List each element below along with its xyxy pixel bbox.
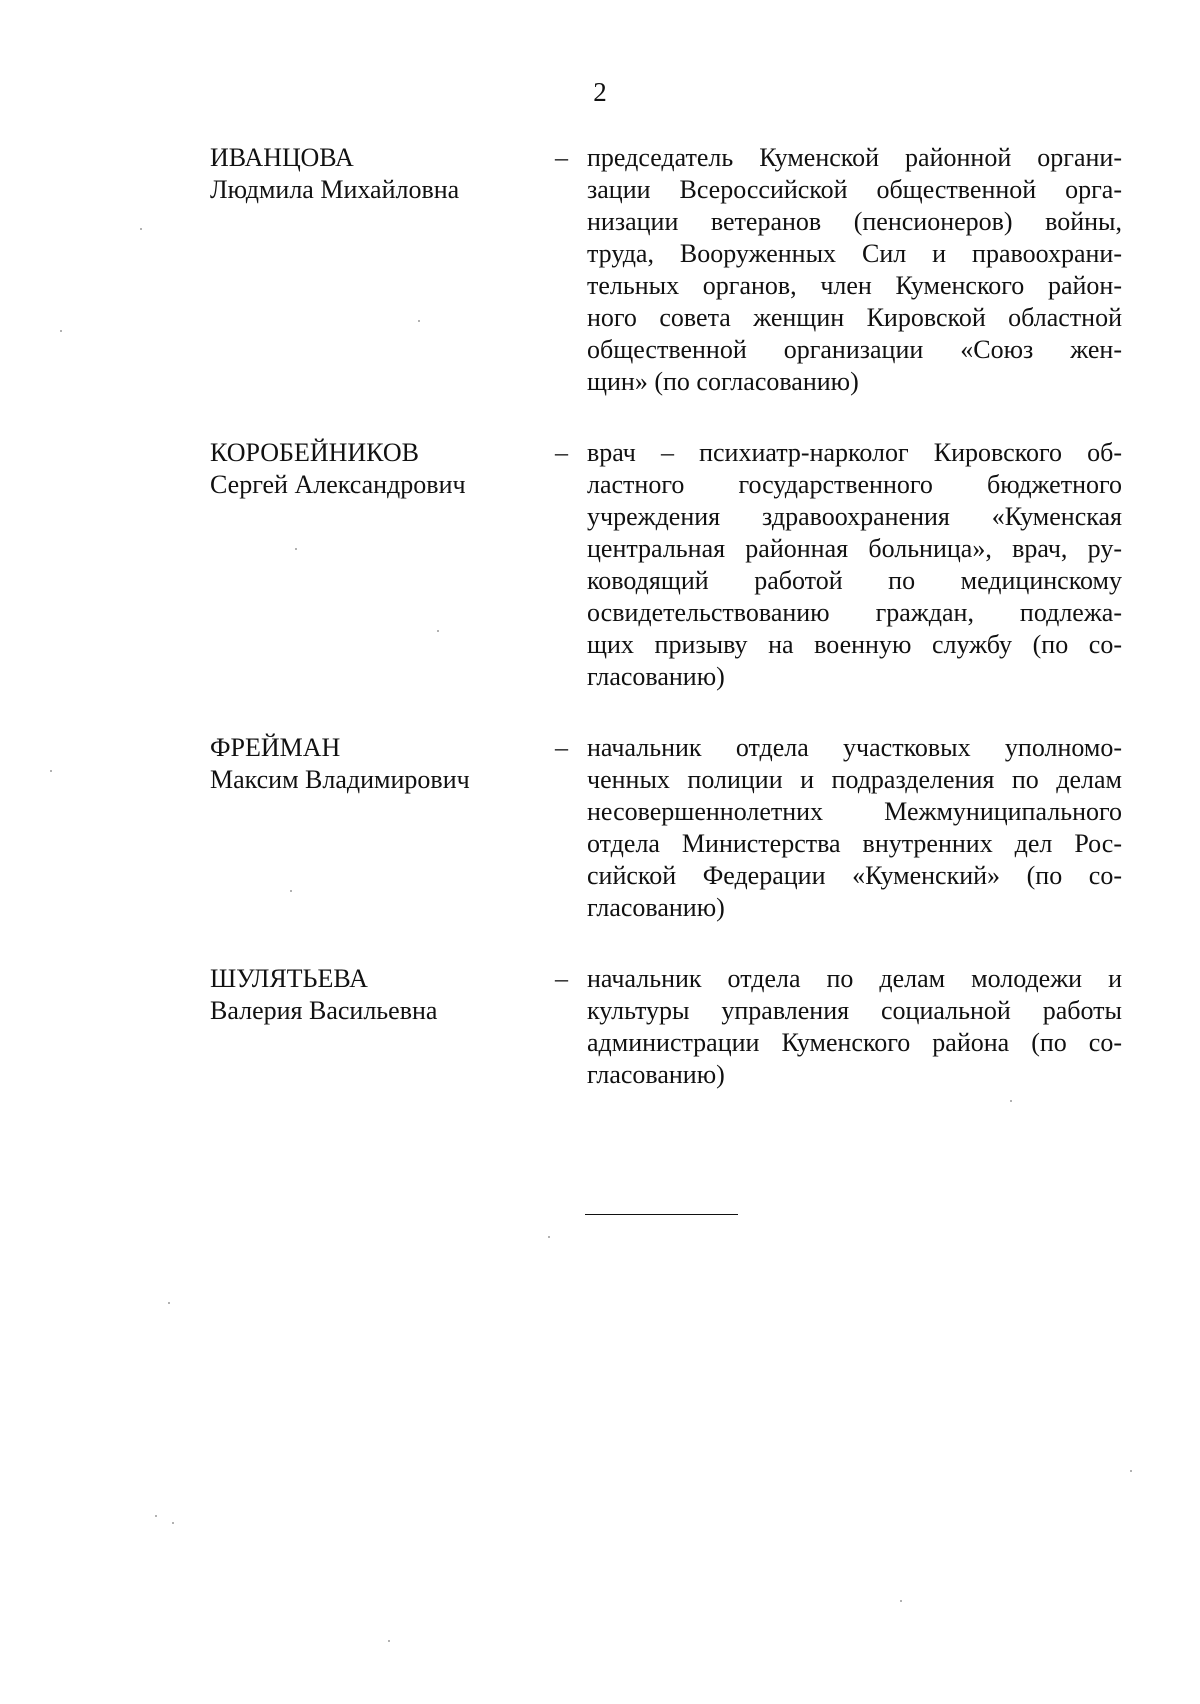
position-line: ного совета женщин Кировской областной bbox=[587, 303, 1122, 332]
position-line: зации Всероссийской общественной орга- bbox=[587, 175, 1122, 204]
position-line: труда, Вооруженных Сил и правоохрани- bbox=[587, 239, 1122, 268]
member-list bbox=[210, 142, 1130, 1130]
scan-speck bbox=[1130, 1470, 1132, 1472]
position-line: администрации Куменского района (по со- bbox=[587, 1028, 1122, 1057]
scan-speck bbox=[140, 228, 142, 230]
member-entry bbox=[210, 963, 1130, 1091]
position-line: щин» (по согласованию) bbox=[587, 367, 859, 396]
member-name bbox=[210, 142, 555, 398]
member-name bbox=[210, 732, 555, 924]
member-entry bbox=[210, 437, 1130, 693]
entry-dash: – bbox=[555, 438, 568, 467]
position-line: гласованию) bbox=[587, 893, 725, 922]
scan-speck bbox=[290, 890, 292, 892]
scan-speck bbox=[548, 1236, 550, 1238]
member-surname: ШУЛЯТЬЕВА bbox=[210, 964, 368, 993]
position-line: гласованию) bbox=[587, 1060, 725, 1089]
scan-speck bbox=[900, 1600, 902, 1602]
scan-speck bbox=[295, 548, 297, 550]
scan-speck bbox=[1010, 1100, 1012, 1102]
member-name bbox=[210, 963, 555, 1091]
position-line: отдела Министерства внутренних дел Рос- bbox=[587, 829, 1122, 858]
scan-speck bbox=[60, 330, 62, 332]
position-line: ченных полиции и подразделения по делам bbox=[587, 765, 1122, 794]
entry-dash: – bbox=[555, 964, 568, 993]
position-line: центральная районная больница», врач, ру- bbox=[587, 534, 1122, 563]
member-surname: КОРОБЕЙНИКОВ bbox=[210, 438, 419, 467]
scan-speck bbox=[168, 1302, 170, 1304]
scan-speck bbox=[155, 1515, 157, 1517]
member-surname: ФРЕЙМАН bbox=[210, 733, 341, 762]
page-number: 2 bbox=[593, 77, 607, 107]
position-line: ластного государственного бюджетного bbox=[587, 470, 1122, 499]
scan-speck bbox=[172, 1522, 174, 1524]
position-line: начальник отдела участковых уполномо- bbox=[587, 733, 1122, 762]
member-position bbox=[587, 142, 1122, 398]
position-line: председатель Куменской районной органи- bbox=[587, 143, 1122, 172]
position-line: сийской Федерации «Куменский» (по со- bbox=[587, 861, 1122, 890]
member-position bbox=[587, 732, 1122, 924]
position-line: гласованию) bbox=[587, 662, 725, 691]
scan-speck bbox=[50, 770, 52, 772]
scan-speck bbox=[388, 1640, 390, 1642]
member-given-names: Валерия Васильевна bbox=[210, 996, 438, 1025]
position-line: щих призыву на военную службу (по со- bbox=[587, 630, 1122, 659]
member-surname: ИВАНЦОВА bbox=[210, 143, 354, 172]
position-line: освидетельствованию граждан, подлежа- bbox=[587, 598, 1122, 627]
position-line: тельных органов, член Куменского район- bbox=[587, 271, 1122, 300]
member-given-names: Сергей Александрович bbox=[210, 470, 466, 499]
position-line: культуры управления социальной работы bbox=[587, 996, 1122, 1025]
scan-speck bbox=[418, 320, 420, 322]
member-given-names: Максим Владимирович bbox=[210, 765, 470, 794]
position-line: несовершеннолетних Межмуниципального bbox=[587, 797, 1122, 826]
position-line: низации ветеранов (пенсионеров) войны, bbox=[587, 207, 1122, 236]
member-given-names: Людмила Михайловна bbox=[210, 175, 460, 204]
position-line: учреждения здравоохранения «Куменская bbox=[587, 502, 1122, 531]
position-line: врач – психиатр-нарколог Кировского об- bbox=[587, 438, 1122, 467]
member-position bbox=[587, 963, 1122, 1091]
member-entry bbox=[210, 142, 1130, 398]
position-line: общественной организации «Союз жен- bbox=[587, 335, 1122, 364]
position-line: начальник отдела по делам молодежи и bbox=[587, 964, 1122, 993]
scan-speck bbox=[437, 630, 439, 632]
end-of-list-rule bbox=[585, 1214, 738, 1215]
member-entry bbox=[210, 732, 1130, 924]
member-position bbox=[587, 437, 1122, 693]
position-line: ководящий работой по медицинскому bbox=[587, 566, 1122, 595]
entry-dash: – bbox=[555, 143, 568, 172]
entry-dash: – bbox=[555, 733, 568, 762]
member-name bbox=[210, 437, 555, 693]
